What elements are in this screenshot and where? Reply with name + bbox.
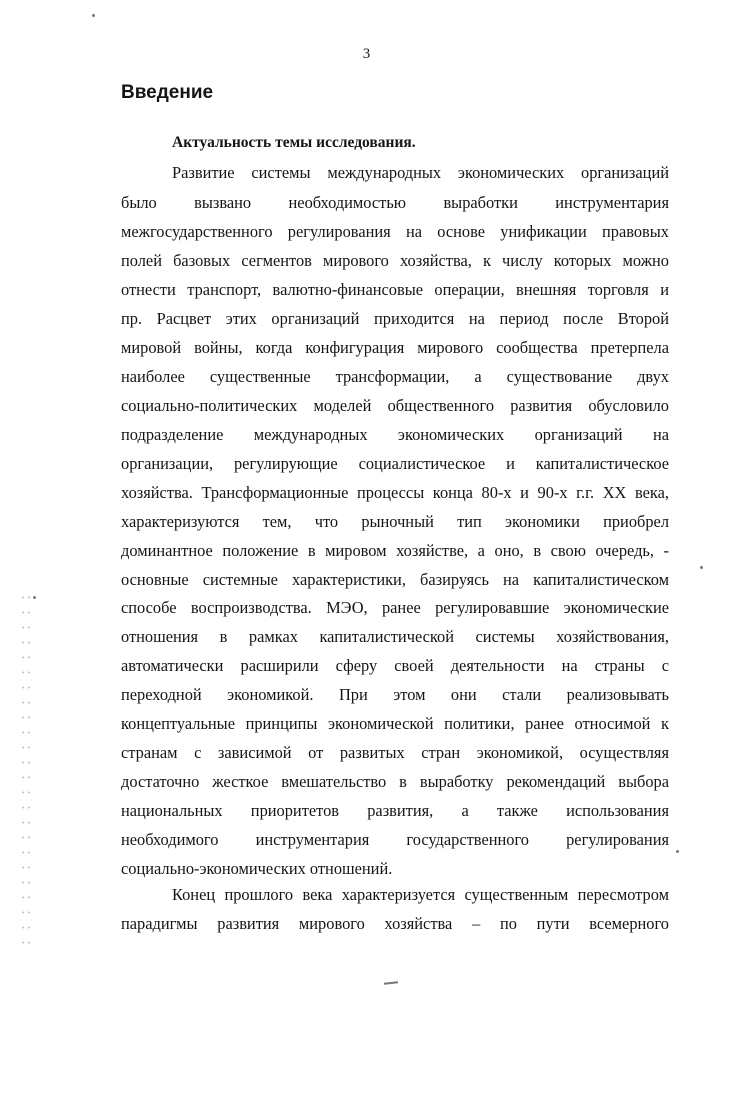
text-line: Развитие системы международных экономических организаций — [172, 163, 669, 182]
section-heading: Введение — [121, 82, 214, 103]
text-line: социально-экономических отношений. — [121, 859, 393, 878]
text-line: странам с зависимой от развитых стран экономикой, осуществляя — [121, 743, 669, 762]
text-line: характеризуются тем, что рыночный тип экономики приобрел — [121, 512, 669, 531]
text-line: отнести транспорт, валютно-финансовые операции, внешняя торговля и — [121, 280, 669, 299]
text-line: отношения в рамках капиталистической системы хозяйствования, — [121, 627, 669, 646]
text-line: мировой войны, когда конфигурация мирового сообщества претерпела — [121, 338, 669, 357]
text-line: полей базовых сегментов мирового хозяйства, к числу которых можно — [121, 251, 669, 270]
text-line: наиболее существенные трансформации, а существование двух — [121, 367, 669, 386]
text-line: концептуальные принципы экономической политики, ранее относимой к — [121, 714, 669, 733]
scan-dot — [33, 596, 36, 599]
page-number: 3 — [362, 46, 371, 62]
scan-mark — [384, 981, 398, 984]
scan-dot — [700, 566, 703, 569]
text-line: доминантное положение в мировом хозяйстве, а оно, в свою очередь, - — [121, 541, 669, 560]
scan-dot — [92, 14, 95, 17]
text-line: достаточно жесткое вмешательство в выработку рекомендаций выбора — [121, 772, 669, 791]
text-line: необходимого инструментария государственного регулирования — [121, 830, 669, 849]
text-line: было вызвано необходимостью выработки инструментария — [121, 193, 669, 212]
text-line: способе воспроизводства. МЭО, ранее регулировавшие экономические — [121, 598, 669, 617]
text-line: социально-политических моделей общественного развития обусловило — [121, 396, 669, 415]
text-line: основные системные характеристики, базируясь на капиталистическом — [121, 570, 669, 589]
text-line: парадигмы развития мирового хозяйства – по пути всемерного — [121, 914, 669, 933]
text-line: межгосударственного регулирования на основе унификации правовых — [121, 222, 669, 241]
text-line: хозяйства. Трансформационные процессы конца 80-х и 90-х г.г. XX века, — [121, 483, 669, 502]
text-line: Конец прошлого века характеризуется существенным пересмотром — [172, 885, 669, 904]
scan-specks — [20, 590, 32, 950]
text-line: пр. Расцвет этих организаций приходится на период после Второй — [121, 309, 669, 328]
scan-dot — [676, 850, 679, 853]
text-line: переходной экономикой. При этом они стали реализовывать — [121, 685, 669, 704]
subsection-heading: Актуальность темы исследования. — [172, 134, 416, 151]
text-line: организации, регулирующие социалистическое и капиталистическое — [121, 454, 669, 473]
text-line: подразделение международных экономических организаций на — [121, 425, 669, 444]
text-line: автоматически расширили сферу своей деятельности на страны с — [121, 656, 669, 675]
text-line: национальных приоритетов развития, а также использования — [121, 801, 669, 820]
